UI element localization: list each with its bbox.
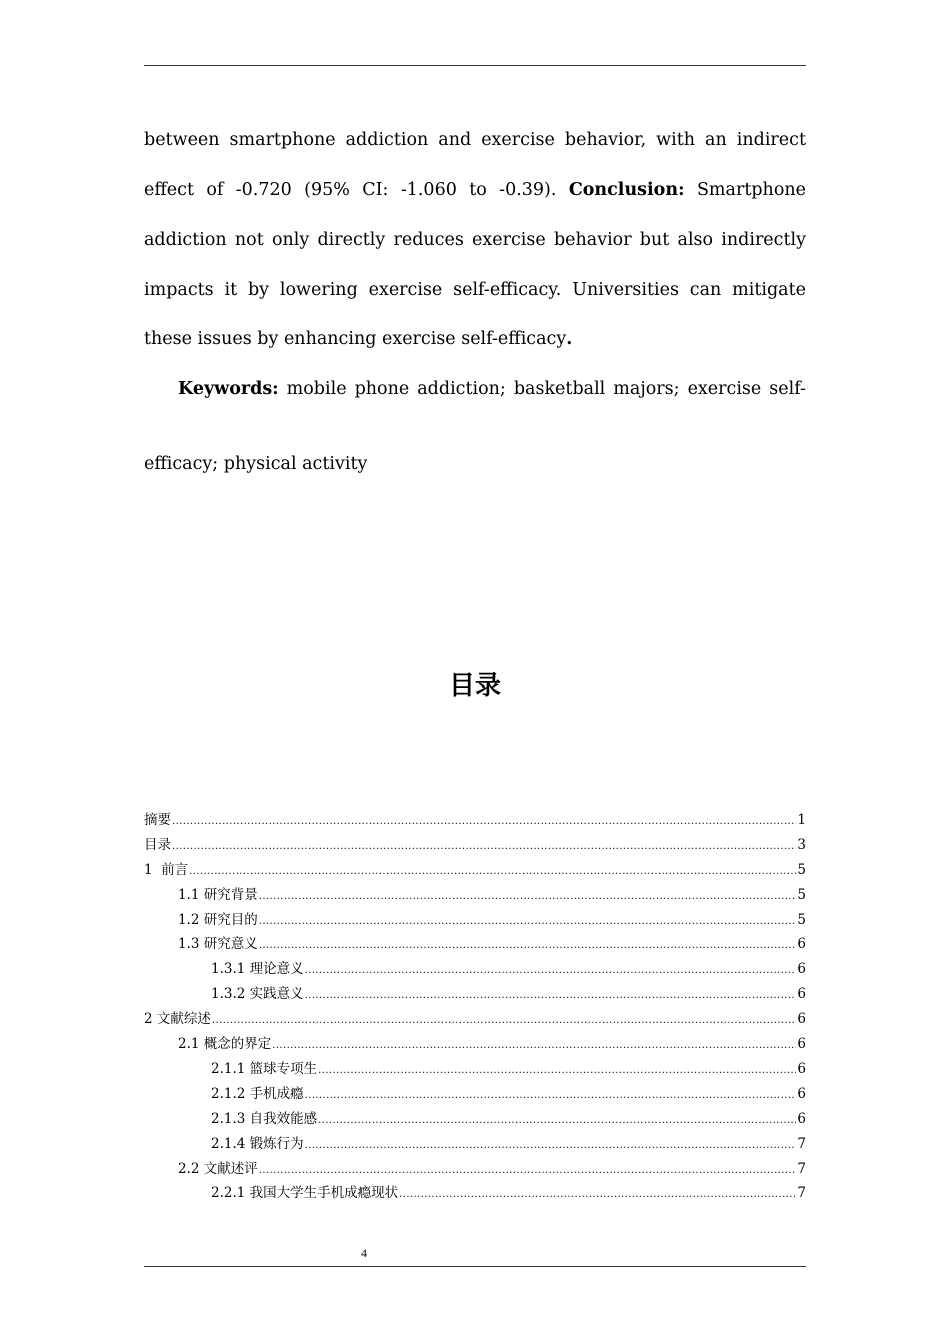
toc-leader <box>172 810 796 834</box>
toc-entry[interactable] <box>144 858 806 882</box>
toc-entry-label: 1.1 研究背景 <box>178 887 258 903</box>
footer-rule <box>144 1266 806 1267</box>
toc-entry-label: 2.1.4 锻炼行为 <box>211 1136 304 1152</box>
toc-entry[interactable] <box>211 1082 806 1106</box>
toc-entry[interactable] <box>144 808 806 832</box>
toc-leader <box>318 1109 796 1133</box>
toc-leader <box>399 1183 796 1207</box>
keywords-text: efficacy; physical activity <box>144 454 368 474</box>
abstract-line-4 <box>144 278 806 302</box>
toc-entry-label: 2.1.2 手机成瘾 <box>211 1086 304 1102</box>
toc-title: 目录 <box>448 671 501 701</box>
keywords-text: mobile phone addiction; basketball majors; exercise self- <box>286 379 806 399</box>
toc-entry[interactable] <box>178 908 806 932</box>
toc-entry[interactable] <box>211 1181 806 1205</box>
toc-entry[interactable] <box>211 1057 806 1081</box>
toc-page-number: 6 <box>797 1086 806 1102</box>
toc-page-number: 5 <box>797 862 806 878</box>
toc-page-number: 6 <box>797 1011 806 1027</box>
toc-page-number: 6 <box>797 1061 806 1077</box>
abstract-period: . <box>566 329 573 349</box>
toc-page-number: 5 <box>797 887 806 903</box>
toc-entry-label: 目录 <box>144 837 171 853</box>
toc-leader <box>305 959 797 983</box>
abstract-text: effect of -0.720 (95% CI: -1.060 to -0.39). <box>144 180 557 200</box>
toc-page-number: 6 <box>797 936 806 952</box>
toc-page-number: 3 <box>797 837 806 853</box>
abstract-text: impacts it by lowering exercise self-efficacy. Universities can mitigate <box>144 280 806 300</box>
toc-entry-label: 1 前言 <box>144 862 189 878</box>
toc-leader <box>212 1009 797 1033</box>
toc-page-number: 5 <box>797 912 806 928</box>
toc-entry-label: 2.2 文献述评 <box>178 1161 258 1177</box>
toc-entry[interactable] <box>211 1107 806 1131</box>
abstract-line-1 <box>144 128 806 152</box>
abstract-text: Smartphone <box>696 180 806 200</box>
abstract-text: addiction not only directly reduces exercise behavior but also indirectly <box>144 230 806 250</box>
toc-entry[interactable] <box>211 982 806 1006</box>
toc-entry-label: 1.3 研究意义 <box>178 936 258 952</box>
toc-leader <box>318 1059 796 1083</box>
toc-page-number: 6 <box>797 961 806 977</box>
toc-page-number: 6 <box>797 1111 806 1127</box>
toc-leader <box>305 984 797 1008</box>
header-rule <box>144 65 806 66</box>
toc-leader <box>259 934 797 958</box>
toc-leader <box>305 1134 797 1158</box>
abstract-text: between smartphone addiction and exercise behavior, with an indirect <box>144 130 806 150</box>
toc-page-number: 7 <box>797 1161 806 1177</box>
toc-entry[interactable] <box>144 833 806 857</box>
toc-entry-label: 2.1.3 自我效能感 <box>211 1111 318 1127</box>
toc-entry[interactable] <box>211 1132 806 1156</box>
toc-page-number: 6 <box>797 986 806 1002</box>
toc-leader <box>259 1159 797 1183</box>
toc-entry-label: 1.2 研究目的 <box>178 912 258 928</box>
toc-entry[interactable] <box>144 1007 806 1031</box>
toc-leader <box>172 835 796 859</box>
toc-entry-label: 1.3.2 实践意义 <box>211 986 304 1002</box>
toc-entry-label: 2.1.1 篮球专项生 <box>211 1061 318 1077</box>
toc-entry-label: 摘要 <box>144 812 171 828</box>
toc-page-number: 6 <box>797 1036 806 1052</box>
page-number: 4 <box>361 1246 367 1260</box>
conclusion-label: Conclusion: <box>568 180 685 200</box>
toc-entry-label: 2.1 概念的界定 <box>178 1036 272 1052</box>
abstract-line-5 <box>144 327 806 351</box>
toc-page-number: 1 <box>797 812 806 828</box>
toc-entry-label: 1.3.1 理论意义 <box>211 961 304 977</box>
toc-entry[interactable] <box>178 883 806 907</box>
toc-leader <box>259 910 797 934</box>
keywords-line-1 <box>178 377 806 401</box>
abstract-text: these issues by enhancing exercise self-efficacy <box>144 329 567 349</box>
toc-page-number: 7 <box>797 1136 806 1152</box>
toc-entry[interactable] <box>178 1157 806 1181</box>
toc-leader <box>189 860 796 884</box>
toc-entry-label: 2.2.1 我国大学生手机成瘾现状 <box>211 1185 399 1201</box>
abstract-line-2 <box>144 178 806 202</box>
toc-leader <box>272 1034 796 1058</box>
toc-entry[interactable] <box>211 957 806 981</box>
toc-entry[interactable] <box>178 1032 806 1056</box>
toc-entry-label: 2 文献综述 <box>144 1011 211 1027</box>
abstract-line-3 <box>144 228 806 252</box>
toc-entry[interactable] <box>178 932 806 956</box>
keywords-line-2 <box>144 452 806 476</box>
keywords-label: Keywords: <box>178 379 279 399</box>
toc-leader <box>305 1084 797 1108</box>
toc-page-number: 7 <box>797 1185 806 1201</box>
toc-leader <box>259 885 797 909</box>
